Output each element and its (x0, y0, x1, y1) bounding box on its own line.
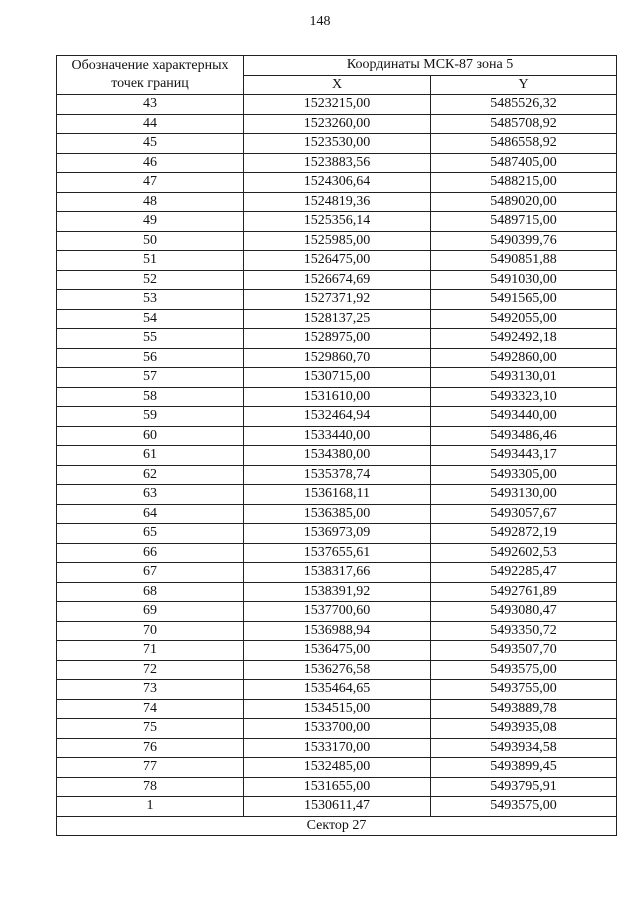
cell-x: 1523215,00 (244, 95, 431, 115)
cell-y: 5492492,18 (431, 329, 617, 349)
cell-point: 65 (57, 524, 244, 544)
cell-x: 1535378,74 (244, 465, 431, 485)
cell-y: 5493507,70 (431, 641, 617, 661)
coordinates-table (56, 55, 617, 836)
cell-point: 75 (57, 719, 244, 739)
cell-x: 1534380,00 (244, 446, 431, 466)
table-row (57, 641, 617, 661)
table-row (57, 446, 617, 466)
cell-point: 77 (57, 758, 244, 778)
cell-y: 5486558,92 (431, 134, 617, 154)
table-row (57, 465, 617, 485)
table-row (57, 758, 617, 778)
cell-point: 62 (57, 465, 244, 485)
cell-x: 1536988,94 (244, 621, 431, 641)
table-row (57, 582, 617, 602)
cell-y: 5493130,01 (431, 368, 617, 388)
cell-point: 46 (57, 153, 244, 173)
cell-point: 43 (57, 95, 244, 115)
cell-y: 5493350,72 (431, 621, 617, 641)
cell-y: 5487405,00 (431, 153, 617, 173)
table-row (57, 407, 617, 427)
cell-y: 5493889,78 (431, 699, 617, 719)
cell-point: 49 (57, 212, 244, 232)
table-row (57, 212, 617, 232)
cell-y: 5493935,08 (431, 719, 617, 739)
table-row (57, 114, 617, 134)
table-row (57, 309, 617, 329)
cell-x: 1530715,00 (244, 368, 431, 388)
cell-y: 5493323,10 (431, 387, 617, 407)
cell-x: 1537700,60 (244, 602, 431, 622)
cell-y: 5493795,91 (431, 777, 617, 797)
cell-x: 1538317,66 (244, 563, 431, 583)
cell-x: 1536973,09 (244, 524, 431, 544)
cell-x: 1524819,36 (244, 192, 431, 212)
table-row (57, 290, 617, 310)
cell-y: 5493755,00 (431, 680, 617, 700)
cell-point: 71 (57, 641, 244, 661)
table-row (57, 543, 617, 563)
cell-y: 5485708,92 (431, 114, 617, 134)
table-row (57, 192, 617, 212)
cell-y: 5493443,17 (431, 446, 617, 466)
table-row (57, 777, 617, 797)
table-row (57, 368, 617, 388)
cell-x: 1533700,00 (244, 719, 431, 739)
cell-x: 1530611,47 (244, 797, 431, 817)
cell-x: 1532464,94 (244, 407, 431, 427)
table-row (57, 231, 617, 251)
cell-y: 5489020,00 (431, 192, 617, 212)
table-row (57, 738, 617, 758)
cell-x: 1531655,00 (244, 777, 431, 797)
header-coordinates: Координаты МСК-87 зона 5 (244, 56, 617, 76)
cell-x: 1535464,65 (244, 680, 431, 700)
cell-x: 1533170,00 (244, 738, 431, 758)
table-row (57, 602, 617, 622)
cell-y: 5493057,67 (431, 504, 617, 524)
cell-x: 1537655,61 (244, 543, 431, 563)
cell-point: 64 (57, 504, 244, 524)
cell-point: 52 (57, 270, 244, 290)
cell-point: 66 (57, 543, 244, 563)
cell-x: 1538391,92 (244, 582, 431, 602)
cell-x: 1528975,00 (244, 329, 431, 349)
cell-point: 56 (57, 348, 244, 368)
cell-point: 53 (57, 290, 244, 310)
cell-x: 1536276,58 (244, 660, 431, 680)
cell-x: 1536385,00 (244, 504, 431, 524)
cell-y: 5489715,00 (431, 212, 617, 232)
cell-y: 5488215,00 (431, 173, 617, 193)
cell-x: 1536168,11 (244, 485, 431, 505)
cell-y: 5492285,47 (431, 563, 617, 583)
table-row (57, 348, 617, 368)
cell-x: 1534515,00 (244, 699, 431, 719)
cell-point: 54 (57, 309, 244, 329)
cell-point: 78 (57, 777, 244, 797)
cell-y: 5492872,19 (431, 524, 617, 544)
cell-x: 1523260,00 (244, 114, 431, 134)
cell-point: 73 (57, 680, 244, 700)
table-row (57, 485, 617, 505)
cell-y: 5493575,00 (431, 660, 617, 680)
cell-x: 1529860,70 (244, 348, 431, 368)
header-x: X (244, 75, 431, 95)
cell-y: 5493130,00 (431, 485, 617, 505)
cell-y: 5493575,00 (431, 797, 617, 817)
cell-y: 5491565,00 (431, 290, 617, 310)
cell-point: 69 (57, 602, 244, 622)
table-row (57, 621, 617, 641)
cell-point: 59 (57, 407, 244, 427)
table-row (57, 797, 617, 817)
cell-point: 55 (57, 329, 244, 349)
cell-point: 51 (57, 251, 244, 271)
sector-row (57, 816, 617, 836)
header-point-designation: Обозначение характерных точек границ (57, 56, 244, 95)
cell-y: 5491030,00 (431, 270, 617, 290)
cell-x: 1526475,00 (244, 251, 431, 271)
table-row (57, 699, 617, 719)
cell-x: 1528137,25 (244, 309, 431, 329)
cell-point: 45 (57, 134, 244, 154)
cell-point: 50 (57, 231, 244, 251)
table-row (57, 504, 617, 524)
cell-y: 5493305,00 (431, 465, 617, 485)
cell-x: 1536475,00 (244, 641, 431, 661)
table-row (57, 270, 617, 290)
cell-point: 57 (57, 368, 244, 388)
cell-x: 1523883,56 (244, 153, 431, 173)
sector-label: Сектор 27 (57, 816, 617, 836)
cell-x: 1525356,14 (244, 212, 431, 232)
cell-x: 1523530,00 (244, 134, 431, 154)
cell-point: 68 (57, 582, 244, 602)
table-row (57, 153, 617, 173)
cell-x: 1526674,69 (244, 270, 431, 290)
cell-point: 1 (57, 797, 244, 817)
cell-point: 44 (57, 114, 244, 134)
cell-point: 61 (57, 446, 244, 466)
cell-point: 74 (57, 699, 244, 719)
table-body (57, 95, 617, 817)
cell-y: 5493899,45 (431, 758, 617, 778)
cell-y: 5492055,00 (431, 309, 617, 329)
cell-y: 5492602,53 (431, 543, 617, 563)
cell-y: 5490399,76 (431, 231, 617, 251)
cell-y: 5490851,88 (431, 251, 617, 271)
cell-y: 5493080,47 (431, 602, 617, 622)
cell-point: 63 (57, 485, 244, 505)
cell-x: 1527371,92 (244, 290, 431, 310)
cell-point: 67 (57, 563, 244, 583)
table-row (57, 329, 617, 349)
cell-point: 58 (57, 387, 244, 407)
header-y: Y (431, 75, 617, 95)
cell-y: 5485526,32 (431, 95, 617, 115)
table-row (57, 134, 617, 154)
cell-point: 48 (57, 192, 244, 212)
cell-x: 1524306,64 (244, 173, 431, 193)
cell-y: 5492761,89 (431, 582, 617, 602)
table-row (57, 95, 617, 115)
cell-point: 60 (57, 426, 244, 446)
table-row (57, 173, 617, 193)
table-header-row (57, 56, 617, 76)
table-row (57, 387, 617, 407)
cell-x: 1533440,00 (244, 426, 431, 446)
cell-y: 5493934,58 (431, 738, 617, 758)
cell-point: 76 (57, 738, 244, 758)
cell-point: 72 (57, 660, 244, 680)
table-row (57, 719, 617, 739)
table-row (57, 524, 617, 544)
cell-x: 1531610,00 (244, 387, 431, 407)
page-number: 148 (309, 14, 331, 29)
table-row (57, 251, 617, 271)
table-row (57, 426, 617, 446)
cell-y: 5492860,00 (431, 348, 617, 368)
table-row (57, 563, 617, 583)
cell-point: 47 (57, 173, 244, 193)
cell-x: 1532485,00 (244, 758, 431, 778)
cell-y: 5493440,00 (431, 407, 617, 427)
cell-point: 70 (57, 621, 244, 641)
cell-x: 1525985,00 (244, 231, 431, 251)
table-row (57, 660, 617, 680)
cell-y: 5493486,46 (431, 426, 617, 446)
table-row (57, 680, 617, 700)
